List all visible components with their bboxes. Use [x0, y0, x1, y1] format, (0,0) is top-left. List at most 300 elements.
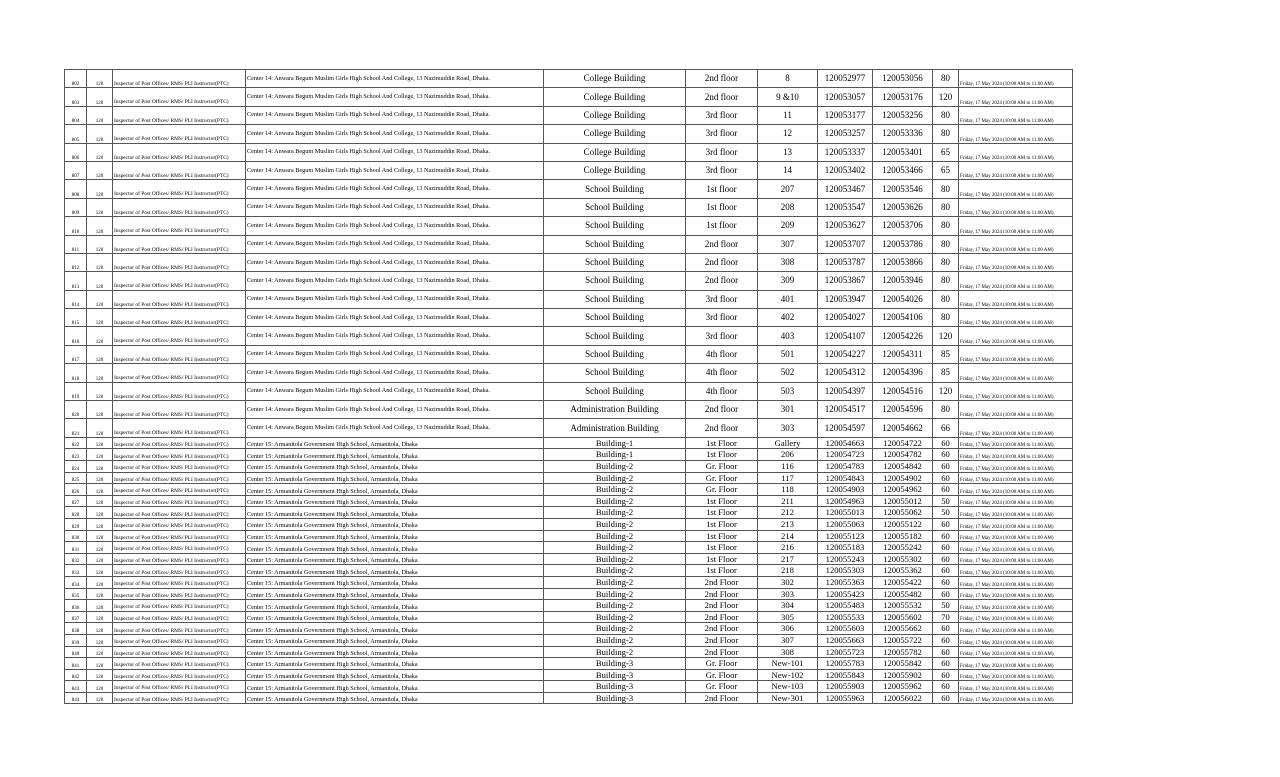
table-row [65, 600, 1073, 612]
roll-from-cell: 120053547 [818, 198, 873, 216]
room-number-cell: 305 [758, 611, 818, 623]
roll-to-cell: 120053786 [873, 235, 933, 253]
table-row [65, 272, 1073, 290]
post-name-cell: Inspector of Post Offices/ RMS/ PLI Instructor(PTC) [113, 600, 246, 612]
post-name-cell: Inspector of Post Offices/ RMS/ PLI Instructor(PTC) [113, 449, 246, 461]
room-number-cell: 213 [758, 518, 818, 530]
room-number-cell: 402 [758, 309, 818, 327]
roll-from-cell: 120053257 [818, 125, 873, 143]
exam-date-time-cell: Friday, 17 May 2024 (10:00 AM to 11:00 AM) [959, 106, 1073, 124]
room-number-cell: New-301 [758, 692, 818, 704]
post-name-cell: Inspector of Post Offices/ RMS/ PLI Instructor(PTC) [113, 576, 246, 588]
exam-date-time-cell: Friday, 17 May 2024 (10:00 AM to 11:00 AM) [959, 382, 1073, 400]
roll-from-cell: 120054783 [818, 461, 873, 473]
roll-to-cell: 120053466 [873, 161, 933, 179]
post-code-cell: 120 [87, 646, 113, 658]
serial-number-cell: 807 [65, 161, 87, 179]
table-row [65, 419, 1073, 437]
building-cell: Administration Building [544, 401, 686, 419]
post-name-cell: Inspector of Post Offices/ RMS/ PLI Instructor(PTC) [113, 364, 246, 382]
room-number-cell: 206 [758, 449, 818, 461]
serial-number-cell: 805 [65, 125, 87, 143]
roll-from-cell: 120055843 [818, 669, 873, 681]
exam-date-time-cell: Friday, 17 May 2024 (10:00 AM to 11:00 AM) [959, 253, 1073, 271]
floor-cell: 1st floor [686, 217, 758, 235]
roll-from-cell: 120054723 [818, 449, 873, 461]
serial-number-cell: 803 [65, 88, 87, 106]
candidate-count-cell: 80 [933, 180, 959, 198]
building-cell: Building-2 [544, 588, 686, 600]
room-number-cell: New-101 [758, 658, 818, 670]
table-row [65, 364, 1073, 382]
room-number-cell: 212 [758, 507, 818, 519]
exam-center-cell: Center 14: Anwara Begum Muslim Girls High School And College, 13 Nazimuddin Road, Dhaka. [246, 198, 544, 216]
roll-to-cell: 120053626 [873, 198, 933, 216]
roll-to-cell: 120054516 [873, 382, 933, 400]
serial-number-cell: 811 [65, 235, 87, 253]
floor-cell: 1st Floor [686, 449, 758, 461]
roll-to-cell: 120055182 [873, 530, 933, 542]
building-cell: Building-3 [544, 681, 686, 693]
post-code-cell: 120 [87, 507, 113, 519]
building-cell: School Building [544, 198, 686, 216]
post-name-cell: Inspector of Post Offices/ RMS/ PLI Instructor(PTC) [113, 253, 246, 271]
candidate-count-cell: 60 [933, 658, 959, 670]
roll-to-cell: 120054106 [873, 309, 933, 327]
floor-cell: 1st Floor [686, 565, 758, 577]
exam-date-time-cell: Friday, 17 May 2024 (10:00 AM to 11:00 AM) [959, 235, 1073, 253]
post-code-cell: 120 [87, 484, 113, 496]
exam-date-time-cell: Friday, 17 May 2024 (10:00 AM to 11:00 AM) [959, 588, 1073, 600]
post-code-cell: 120 [87, 669, 113, 681]
roll-to-cell: 120054782 [873, 449, 933, 461]
candidate-count-cell: 60 [933, 449, 959, 461]
floor-cell: 2nd Floor [686, 600, 758, 612]
roll-to-cell: 120053706 [873, 217, 933, 235]
room-number-cell: 308 [758, 253, 818, 271]
exam-date-time-cell: Friday, 17 May 2024 (10:00 AM to 11:00 AM) [959, 681, 1073, 693]
candidate-count-cell: 80 [933, 70, 959, 88]
exam-center-cell: Center 15: Armanitola Government High School, Armanitola, Dhaka [246, 658, 544, 670]
building-cell: Building-2 [544, 507, 686, 519]
roll-to-cell: 120054962 [873, 484, 933, 496]
floor-cell: 3rd floor [686, 309, 758, 327]
serial-number-cell: 835 [65, 588, 87, 600]
roll-from-cell: 120054517 [818, 401, 873, 419]
serial-number-cell: 832 [65, 553, 87, 565]
exam-center-cell: Center 15: Armanitola Government High School, Armanitola, Dhaka [246, 484, 544, 496]
room-number-cell: 8 [758, 70, 818, 88]
room-number-cell: New-103 [758, 681, 818, 693]
floor-cell: 2nd Floor [686, 623, 758, 635]
room-number-cell: 501 [758, 345, 818, 363]
building-cell: College Building [544, 125, 686, 143]
post-name-cell: Inspector of Post Offices/ RMS/ PLI Instructor(PTC) [113, 681, 246, 693]
floor-cell: 1st Floor [686, 542, 758, 554]
post-name-cell: Inspector of Post Offices/ RMS/ PLI Instructor(PTC) [113, 553, 246, 565]
roll-to-cell: 120055302 [873, 553, 933, 565]
roll-to-cell: 120056022 [873, 692, 933, 704]
post-code-cell: 120 [87, 272, 113, 290]
table-row [65, 235, 1073, 253]
table-row [65, 382, 1073, 400]
candidate-count-cell: 120 [933, 327, 959, 345]
building-cell: School Building [544, 327, 686, 345]
roll-to-cell: 120053946 [873, 272, 933, 290]
roll-from-cell: 120055603 [818, 623, 873, 635]
post-name-cell: Inspector of Post Offices/ RMS/ PLI Instructor(PTC) [113, 235, 246, 253]
table-row [65, 646, 1073, 658]
candidate-count-cell: 80 [933, 217, 959, 235]
exam-center-cell: Center 14: Anwara Begum Muslim Girls High School And College, 13 Nazimuddin Road, Dhaka. [246, 235, 544, 253]
serial-number-cell: 823 [65, 449, 87, 461]
exam-center-cell: Center 15: Armanitola Government High School, Armanitola, Dhaka [246, 507, 544, 519]
exam-center-cell: Center 14: Anwara Begum Muslim Girls High School And College, 13 Nazimuddin Road, Dhaka. [246, 125, 544, 143]
serial-number-cell: 840 [65, 646, 87, 658]
roll-to-cell: 120054722 [873, 437, 933, 449]
roll-from-cell: 120055243 [818, 553, 873, 565]
exam-center-cell: Center 14: Anwara Begum Muslim Girls High School And College, 13 Nazimuddin Road, Dhaka. [246, 327, 544, 345]
roll-from-cell: 120053707 [818, 235, 873, 253]
roll-to-cell: 120054226 [873, 327, 933, 345]
post-name-cell: Inspector of Post Offices/ RMS/ PLI Instructor(PTC) [113, 472, 246, 484]
roll-from-cell: 120055013 [818, 507, 873, 519]
room-number-cell: 503 [758, 382, 818, 400]
roll-from-cell: 120055783 [818, 658, 873, 670]
exam-center-cell: Center 15: Armanitola Government High School, Armanitola, Dhaka [246, 461, 544, 473]
floor-cell: 4th floor [686, 382, 758, 400]
room-number-cell: 218 [758, 565, 818, 577]
post-name-cell: Inspector of Post Offices/ RMS/ PLI Instructor(PTC) [113, 518, 246, 530]
floor-cell: 3rd floor [686, 143, 758, 161]
exam-center-cell: Center 15: Armanitola Government High School, Armanitola, Dhaka [246, 437, 544, 449]
post-name-cell: Inspector of Post Offices/ RMS/ PLI Instructor(PTC) [113, 88, 246, 106]
exam-date-time-cell: Friday, 17 May 2024 (10:00 AM to 11:00 AM) [959, 419, 1073, 437]
building-cell: Building-3 [544, 658, 686, 670]
candidate-count-cell: 80 [933, 253, 959, 271]
roll-from-cell: 120054903 [818, 484, 873, 496]
building-cell: Building-2 [544, 600, 686, 612]
candidate-count-cell: 80 [933, 106, 959, 124]
serial-number-cell: 837 [65, 611, 87, 623]
floor-cell: 4th floor [686, 364, 758, 382]
candidate-count-cell: 60 [933, 437, 959, 449]
room-number-cell: 209 [758, 217, 818, 235]
roll-to-cell: 120053336 [873, 125, 933, 143]
candidate-count-cell: 80 [933, 198, 959, 216]
roll-from-cell: 120053627 [818, 217, 873, 235]
building-cell: School Building [544, 180, 686, 198]
exam-date-time-cell: Friday, 17 May 2024 (10:00 AM to 11:00 AM) [959, 611, 1073, 623]
exam-date-time-cell: Friday, 17 May 2024 (10:00 AM to 11:00 AM) [959, 290, 1073, 308]
roll-from-cell: 120055363 [818, 576, 873, 588]
serial-number-cell: 841 [65, 658, 87, 670]
room-number-cell: 403 [758, 327, 818, 345]
exam-center-cell: Center 14: Anwara Begum Muslim Girls High School And College, 13 Nazimuddin Road, Dhaka. [246, 217, 544, 235]
floor-cell: 2nd floor [686, 419, 758, 437]
table-row [65, 143, 1073, 161]
serial-number-cell: 817 [65, 345, 87, 363]
building-cell: Building-2 [544, 623, 686, 635]
roll-from-cell: 120053057 [818, 88, 873, 106]
room-number-cell: 214 [758, 530, 818, 542]
roll-from-cell: 120053402 [818, 161, 873, 179]
roll-to-cell: 120055662 [873, 623, 933, 635]
exam-date-time-cell: Friday, 17 May 2024 (10:00 AM to 11:00 AM) [959, 161, 1073, 179]
exam-date-time-cell: Friday, 17 May 2024 (10:00 AM to 11:00 AM) [959, 634, 1073, 646]
candidate-count-cell: 80 [933, 272, 959, 290]
exam-date-time-cell: Friday, 17 May 2024 (10:00 AM to 11:00 AM) [959, 530, 1073, 542]
table-row [65, 576, 1073, 588]
building-cell: College Building [544, 88, 686, 106]
room-number-cell: 308 [758, 646, 818, 658]
serial-number-cell: 834 [65, 576, 87, 588]
floor-cell: 2nd floor [686, 272, 758, 290]
room-number-cell: 13 [758, 143, 818, 161]
table-row [65, 106, 1073, 124]
building-cell: Building-2 [544, 576, 686, 588]
post-name-cell: Inspector of Post Offices/ RMS/ PLI Instructor(PTC) [113, 692, 246, 704]
post-code-cell: 120 [87, 600, 113, 612]
floor-cell: 2nd Floor [686, 576, 758, 588]
exam-date-time-cell: Friday, 17 May 2024 (10:00 AM to 11:00 AM) [959, 217, 1073, 235]
roll-from-cell: 120055963 [818, 692, 873, 704]
post-name-cell: Inspector of Post Offices/ RMS/ PLI Instructor(PTC) [113, 161, 246, 179]
exam-center-cell: Center 15: Armanitola Government High School, Armanitola, Dhaka [246, 600, 544, 612]
exam-center-cell: Center 15: Armanitola Government High School, Armanitola, Dhaka [246, 576, 544, 588]
floor-cell: 2nd floor [686, 88, 758, 106]
room-number-cell: 306 [758, 623, 818, 635]
post-code-cell: 120 [87, 327, 113, 345]
exam-center-cell: Center 14: Anwara Begum Muslim Girls High School And College, 13 Nazimuddin Road, Dhaka. [246, 106, 544, 124]
serial-number-cell: 813 [65, 272, 87, 290]
exam-center-cell: Center 15: Armanitola Government High School, Armanitola, Dhaka [246, 518, 544, 530]
post-name-cell: Inspector of Post Offices/ RMS/ PLI Instructor(PTC) [113, 217, 246, 235]
post-name-cell: Inspector of Post Offices/ RMS/ PLI Instructor(PTC) [113, 198, 246, 216]
exam-date-time-cell: Friday, 17 May 2024 (10:00 AM to 11:00 AM) [959, 484, 1073, 496]
post-name-cell: Inspector of Post Offices/ RMS/ PLI Instructor(PTC) [113, 143, 246, 161]
candidate-count-cell: 65 [933, 161, 959, 179]
post-code-cell: 120 [87, 565, 113, 577]
roll-to-cell: 120053176 [873, 88, 933, 106]
table-row [65, 611, 1073, 623]
roll-from-cell: 120054312 [818, 364, 873, 382]
roll-from-cell: 120055483 [818, 600, 873, 612]
roll-from-cell: 120055063 [818, 518, 873, 530]
floor-cell: 2nd Floor [686, 611, 758, 623]
table-row [65, 495, 1073, 507]
roll-from-cell: 120053467 [818, 180, 873, 198]
exam-center-cell: Center 15: Armanitola Government High School, Armanitola, Dhaka [246, 553, 544, 565]
candidate-count-cell: 60 [933, 623, 959, 635]
post-code-cell: 120 [87, 70, 113, 88]
roll-to-cell: 120055422 [873, 576, 933, 588]
table-row [65, 198, 1073, 216]
candidate-count-cell: 60 [933, 553, 959, 565]
floor-cell: 2nd floor [686, 70, 758, 88]
exam-date-time-cell: Friday, 17 May 2024 (10:00 AM to 11:00 AM) [959, 401, 1073, 419]
candidate-count-cell: 60 [933, 461, 959, 473]
exam-date-time-cell: Friday, 17 May 2024 (10:00 AM to 11:00 AM) [959, 143, 1073, 161]
exam-date-time-cell: Friday, 17 May 2024 (10:00 AM to 11:00 AM) [959, 198, 1073, 216]
post-name-cell: Inspector of Post Offices/ RMS/ PLI Instructor(PTC) [113, 125, 246, 143]
post-code-cell: 120 [87, 143, 113, 161]
post-code-cell: 120 [87, 437, 113, 449]
building-cell: Building-2 [544, 611, 686, 623]
roll-from-cell: 120054663 [818, 437, 873, 449]
room-number-cell: 502 [758, 364, 818, 382]
exam-center-cell: Center 15: Armanitola Government High School, Armanitola, Dhaka [246, 669, 544, 681]
building-cell: School Building [544, 345, 686, 363]
roll-to-cell: 120054662 [873, 419, 933, 437]
serial-number-cell: 842 [65, 669, 87, 681]
serial-number-cell: 843 [65, 681, 87, 693]
table-row [65, 449, 1073, 461]
table-row [65, 623, 1073, 635]
serial-number-cell: 821 [65, 419, 87, 437]
exam-date-time-cell: Friday, 17 May 2024 (10:00 AM to 11:00 AM) [959, 327, 1073, 345]
candidate-count-cell: 80 [933, 309, 959, 327]
serial-number-cell: 844 [65, 692, 87, 704]
exam-center-cell: Center 14: Anwara Begum Muslim Girls High School And College, 13 Nazimuddin Road, Dhaka. [246, 290, 544, 308]
post-code-cell: 120 [87, 611, 113, 623]
post-name-cell: Inspector of Post Offices/ RMS/ PLI Instructor(PTC) [113, 437, 246, 449]
table-row [65, 553, 1073, 565]
floor-cell: 4th floor [686, 345, 758, 363]
exam-center-cell: Center 14: Anwara Begum Muslim Girls High School And College, 13 Nazimuddin Road, Dhaka. [246, 88, 544, 106]
roll-from-cell: 120055183 [818, 542, 873, 554]
exam-center-cell: Center 14: Anwara Begum Muslim Girls High School And College, 13 Nazimuddin Road, Dhaka. [246, 161, 544, 179]
serial-number-cell: 838 [65, 623, 87, 635]
floor-cell: 1st Floor [686, 518, 758, 530]
exam-center-cell: Center 15: Armanitola Government High School, Armanitola, Dhaka [246, 634, 544, 646]
floor-cell: 2nd Floor [686, 646, 758, 658]
candidate-count-cell: 60 [933, 576, 959, 588]
room-number-cell: Gallery [758, 437, 818, 449]
serial-number-cell: 816 [65, 327, 87, 345]
floor-cell: 3rd floor [686, 161, 758, 179]
serial-number-cell: 814 [65, 290, 87, 308]
candidate-count-cell: 60 [933, 669, 959, 681]
floor-cell: 1st Floor [686, 530, 758, 542]
floor-cell: 3rd floor [686, 125, 758, 143]
building-cell: School Building [544, 272, 686, 290]
roll-to-cell: 120055482 [873, 588, 933, 600]
post-name-cell: Inspector of Post Offices/ RMS/ PLI Instructor(PTC) [113, 327, 246, 345]
serial-number-cell: 824 [65, 461, 87, 473]
building-cell: Building-2 [544, 634, 686, 646]
serial-number-cell: 808 [65, 180, 87, 198]
post-name-cell: Inspector of Post Offices/ RMS/ PLI Instructor(PTC) [113, 290, 246, 308]
exam-date-time-cell: Friday, 17 May 2024 (10:00 AM to 11:00 AM) [959, 180, 1073, 198]
post-code-cell: 120 [87, 345, 113, 363]
table-row [65, 88, 1073, 106]
candidate-count-cell: 60 [933, 518, 959, 530]
roll-from-cell: 120054963 [818, 495, 873, 507]
roll-from-cell: 120054843 [818, 472, 873, 484]
roll-to-cell: 120055062 [873, 507, 933, 519]
room-number-cell: 217 [758, 553, 818, 565]
building-cell: Building-3 [544, 692, 686, 704]
candidate-count-cell: 50 [933, 600, 959, 612]
post-code-cell: 120 [87, 542, 113, 554]
building-cell: Administration Building [544, 419, 686, 437]
candidate-count-cell: 60 [933, 484, 959, 496]
exam-center-cell: Center 14: Anwara Begum Muslim Girls High School And College, 13 Nazimuddin Road, Dhaka. [246, 364, 544, 382]
table-row [65, 588, 1073, 600]
post-name-cell: Inspector of Post Offices/ RMS/ PLI Instructor(PTC) [113, 484, 246, 496]
roll-from-cell: 120055303 [818, 565, 873, 577]
floor-cell: 1st Floor [686, 507, 758, 519]
table-row [65, 437, 1073, 449]
floor-cell: 2nd Floor [686, 634, 758, 646]
post-code-cell: 120 [87, 106, 113, 124]
table-row [65, 472, 1073, 484]
serial-number-cell: 820 [65, 401, 87, 419]
post-code-cell: 120 [87, 553, 113, 565]
building-cell: Building-2 [544, 461, 686, 473]
serial-number-cell: 822 [65, 437, 87, 449]
post-name-cell: Inspector of Post Offices/ RMS/ PLI Instructor(PTC) [113, 419, 246, 437]
post-name-cell: Inspector of Post Offices/ RMS/ PLI Instructor(PTC) [113, 565, 246, 577]
serial-number-cell: 826 [65, 484, 87, 496]
post-code-cell: 120 [87, 530, 113, 542]
roll-from-cell: 120054397 [818, 382, 873, 400]
table-row [65, 669, 1073, 681]
candidate-count-cell: 80 [933, 401, 959, 419]
exam-date-time-cell: Friday, 17 May 2024 (10:00 AM to 11:00 AM) [959, 449, 1073, 461]
exam-date-time-cell: Friday, 17 May 2024 (10:00 AM to 11:00 AM) [959, 576, 1073, 588]
table-row [65, 217, 1073, 235]
table-row [65, 658, 1073, 670]
candidate-count-cell: 120 [933, 382, 959, 400]
exam-date-time-cell: Friday, 17 May 2024 (10:00 AM to 11:00 AM) [959, 437, 1073, 449]
building-cell: School Building [544, 290, 686, 308]
floor-cell: 3rd floor [686, 290, 758, 308]
exam-center-cell: Center 14: Anwara Begum Muslim Girls High School And College, 13 Nazimuddin Road, Dhaka. [246, 143, 544, 161]
candidate-count-cell: 80 [933, 235, 959, 253]
building-cell: School Building [544, 382, 686, 400]
exam-center-cell: Center 14: Anwara Begum Muslim Girls High School And College, 13 Nazimuddin Road, Dhaka. [246, 401, 544, 419]
candidate-count-cell: 70 [933, 611, 959, 623]
table-row [65, 327, 1073, 345]
building-cell: Building-1 [544, 437, 686, 449]
exam-center-cell: Center 15: Armanitola Government High School, Armanitola, Dhaka [246, 692, 544, 704]
building-cell: College Building [544, 161, 686, 179]
candidate-count-cell: 66 [933, 419, 959, 437]
serial-number-cell: 815 [65, 309, 87, 327]
exam-date-time-cell: Friday, 17 May 2024 (10:00 AM to 11:00 AM) [959, 600, 1073, 612]
post-code-cell: 120 [87, 382, 113, 400]
candidate-count-cell: 65 [933, 143, 959, 161]
post-code-cell: 120 [87, 364, 113, 382]
roll-to-cell: 120055012 [873, 495, 933, 507]
room-number-cell: 118 [758, 484, 818, 496]
building-cell: Building-2 [544, 472, 686, 484]
roll-to-cell: 120055122 [873, 518, 933, 530]
floor-cell: Gr. Floor [686, 461, 758, 473]
exam-center-cell: Center 14: Anwara Begum Muslim Girls High School And College, 13 Nazimuddin Road, Dhaka. [246, 253, 544, 271]
post-name-cell: Inspector of Post Offices/ RMS/ PLI Instructor(PTC) [113, 588, 246, 600]
candidate-count-cell: 80 [933, 290, 959, 308]
exam-center-cell: Center 14: Anwara Begum Muslim Girls High School And College, 13 Nazimuddin Road, Dhaka. [246, 70, 544, 88]
post-code-cell: 120 [87, 235, 113, 253]
floor-cell: 1st floor [686, 180, 758, 198]
post-code-cell: 120 [87, 419, 113, 437]
room-number-cell: 12 [758, 125, 818, 143]
building-cell: Building-2 [544, 565, 686, 577]
building-cell: School Building [544, 235, 686, 253]
